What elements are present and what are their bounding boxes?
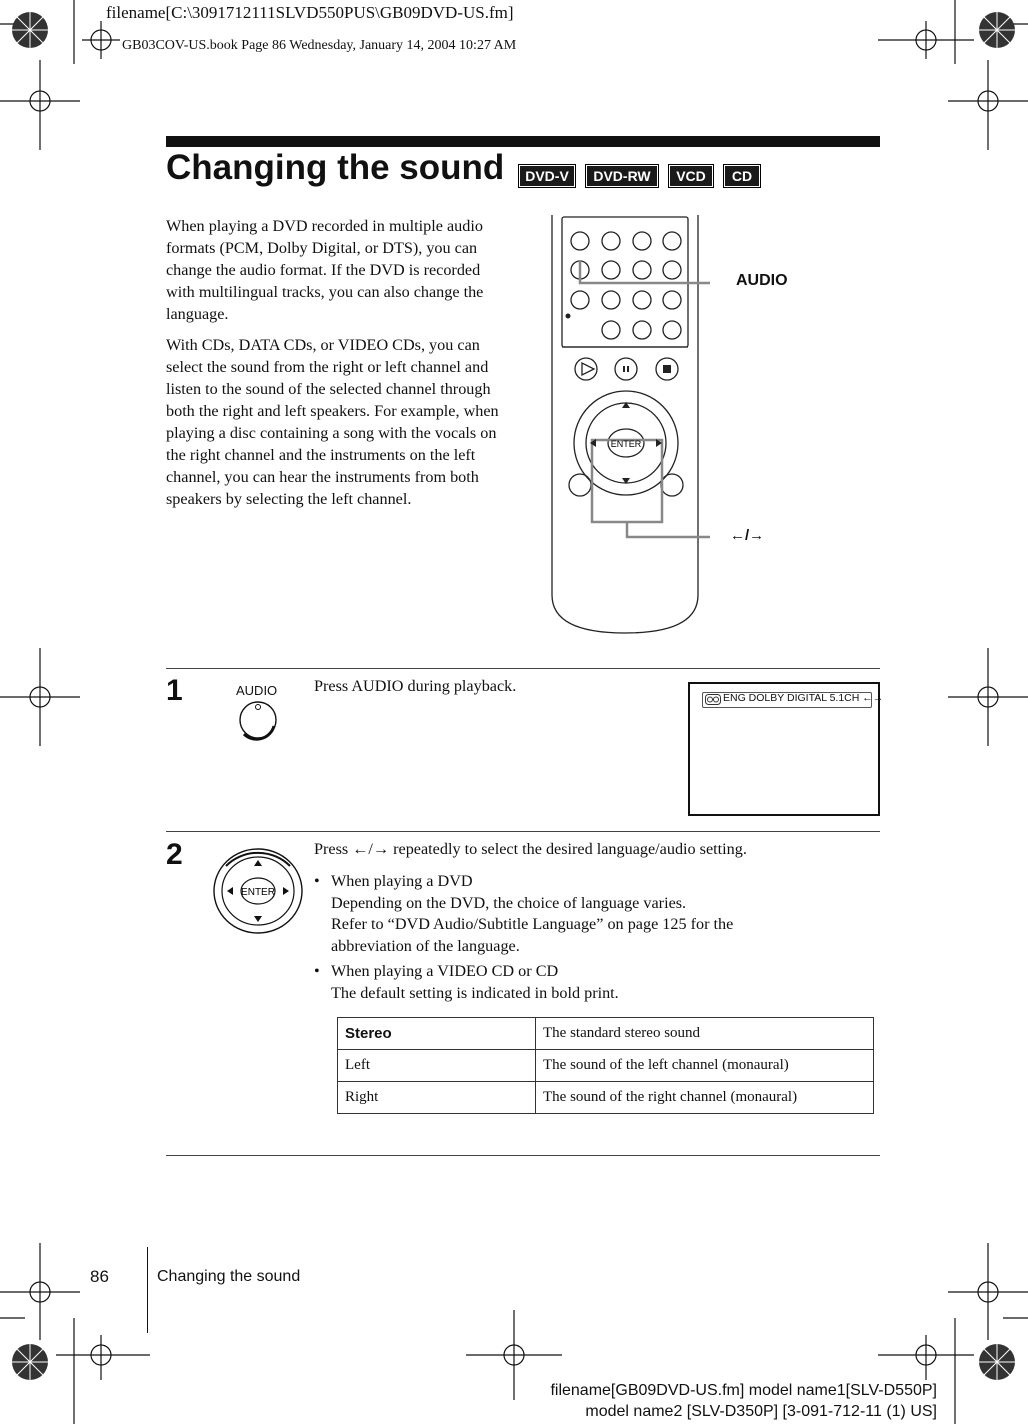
audio-button-label: AUDIO bbox=[236, 683, 278, 698]
step2-rule bbox=[166, 831, 880, 832]
badge-cd: CD bbox=[723, 164, 761, 188]
bullet-dot: • bbox=[314, 872, 320, 890]
bullet-dvd-line-1: When playing a DVD bbox=[331, 872, 473, 890]
audio-disc-icon bbox=[705, 694, 721, 705]
footer-rule bbox=[166, 1155, 880, 1156]
page-title: Changing the sound bbox=[166, 148, 505, 187]
osd-audio-text: ENG DOLBY DIGITAL 5.1CH ←→ bbox=[723, 692, 884, 704]
step1-instruction: Press AUDIO during playback. bbox=[314, 677, 517, 695]
footer-file-line-2: model name2 [SLV-D350P] [3-091-712-11 (1) US] bbox=[585, 1403, 937, 1420]
badge-vcd: VCD bbox=[668, 164, 714, 188]
description-cell: The standard stereo sound bbox=[536, 1018, 874, 1050]
table-row bbox=[338, 1050, 874, 1082]
badge-dvd-v: DVD-V bbox=[518, 164, 576, 188]
sound-settings-table bbox=[337, 1017, 874, 1114]
step1-number: 1 bbox=[166, 674, 183, 707]
remote-control-illustration bbox=[540, 215, 710, 635]
enter-pad-label: ENTER bbox=[241, 887, 275, 898]
setting-cell: Left bbox=[338, 1050, 536, 1082]
audio-button-icon bbox=[236, 700, 280, 744]
footer-divider bbox=[147, 1247, 148, 1333]
table-row bbox=[338, 1018, 874, 1050]
setting-cell: Right bbox=[338, 1082, 536, 1114]
bullet-dvd-line-4: abbreviation of the language. bbox=[331, 937, 520, 955]
on-screen-display bbox=[688, 682, 884, 816]
intro-paragraph-1: When playing a DVD recorded in multiple audio formats (PCM, Dolby Digital, or DTS), you can change the audio format. If the DVD is recorded with multilingual tracks, you can also change the language. bbox=[166, 217, 484, 323]
enter-pad-icon bbox=[212, 846, 304, 936]
page-number: 86 bbox=[90, 1267, 109, 1286]
bullet-dot: • bbox=[314, 962, 320, 980]
arrows-callout: ←/→ bbox=[730, 527, 765, 544]
header-filename: filename[C:\3091712111SLVD550PUS\GB09DVD-US.fm] bbox=[106, 3, 514, 22]
description-cell: The sound of the right channel (monaural) bbox=[536, 1082, 874, 1114]
bullet-dvd-line-2: Depending on the DVD, the choice of language varies. bbox=[331, 894, 687, 912]
table-row bbox=[338, 1082, 874, 1114]
footer-file-line-1: filename[GB09DVD-US.fm] model name1[SLV-D550P] bbox=[550, 1382, 937, 1399]
intro-paragraph-2: With CDs, DATA CDs, or VIDEO CDs, you can select the sound from the right or left channel and listen to the sound of the selected channel through both the right and left speakers. For example, when playing a disc containing a song with the vocals on the right channel and the instruments on the left channel, you can hear the instruments from both speakers by selecting the left channel. bbox=[166, 336, 499, 508]
setting-cell: Stereo bbox=[338, 1018, 536, 1050]
bullet-vcd-line-1: When playing a VIDEO CD or CD bbox=[331, 962, 559, 980]
step1-rule bbox=[166, 668, 880, 669]
title-rule bbox=[166, 136, 880, 147]
badge-dvd-rw: DVD-RW bbox=[585, 164, 659, 188]
description-cell: The sound of the left channel (monaural) bbox=[536, 1050, 874, 1082]
bullet-vcd-line-2: The default setting is indicated in bold print. bbox=[331, 984, 619, 1002]
osd-audio-bar bbox=[702, 692, 884, 708]
bullet-dvd-line-3: Refer to “DVD Audio/Subtitle Language” on page 125 for the bbox=[331, 915, 734, 933]
header-book-line: GB03COV-US.book Page 86 Wednesday, January 14, 2004 10:27 AM bbox=[122, 38, 517, 53]
step2-number: 2 bbox=[166, 838, 183, 871]
step2-instruction: Press ←/→ repeatedly to select the desired language/audio setting. bbox=[314, 840, 747, 858]
audio-callout: AUDIO bbox=[736, 272, 788, 289]
remote-enter-label: ENTER bbox=[610, 439, 642, 449]
footer-section-title: Changing the sound bbox=[157, 1268, 301, 1285]
